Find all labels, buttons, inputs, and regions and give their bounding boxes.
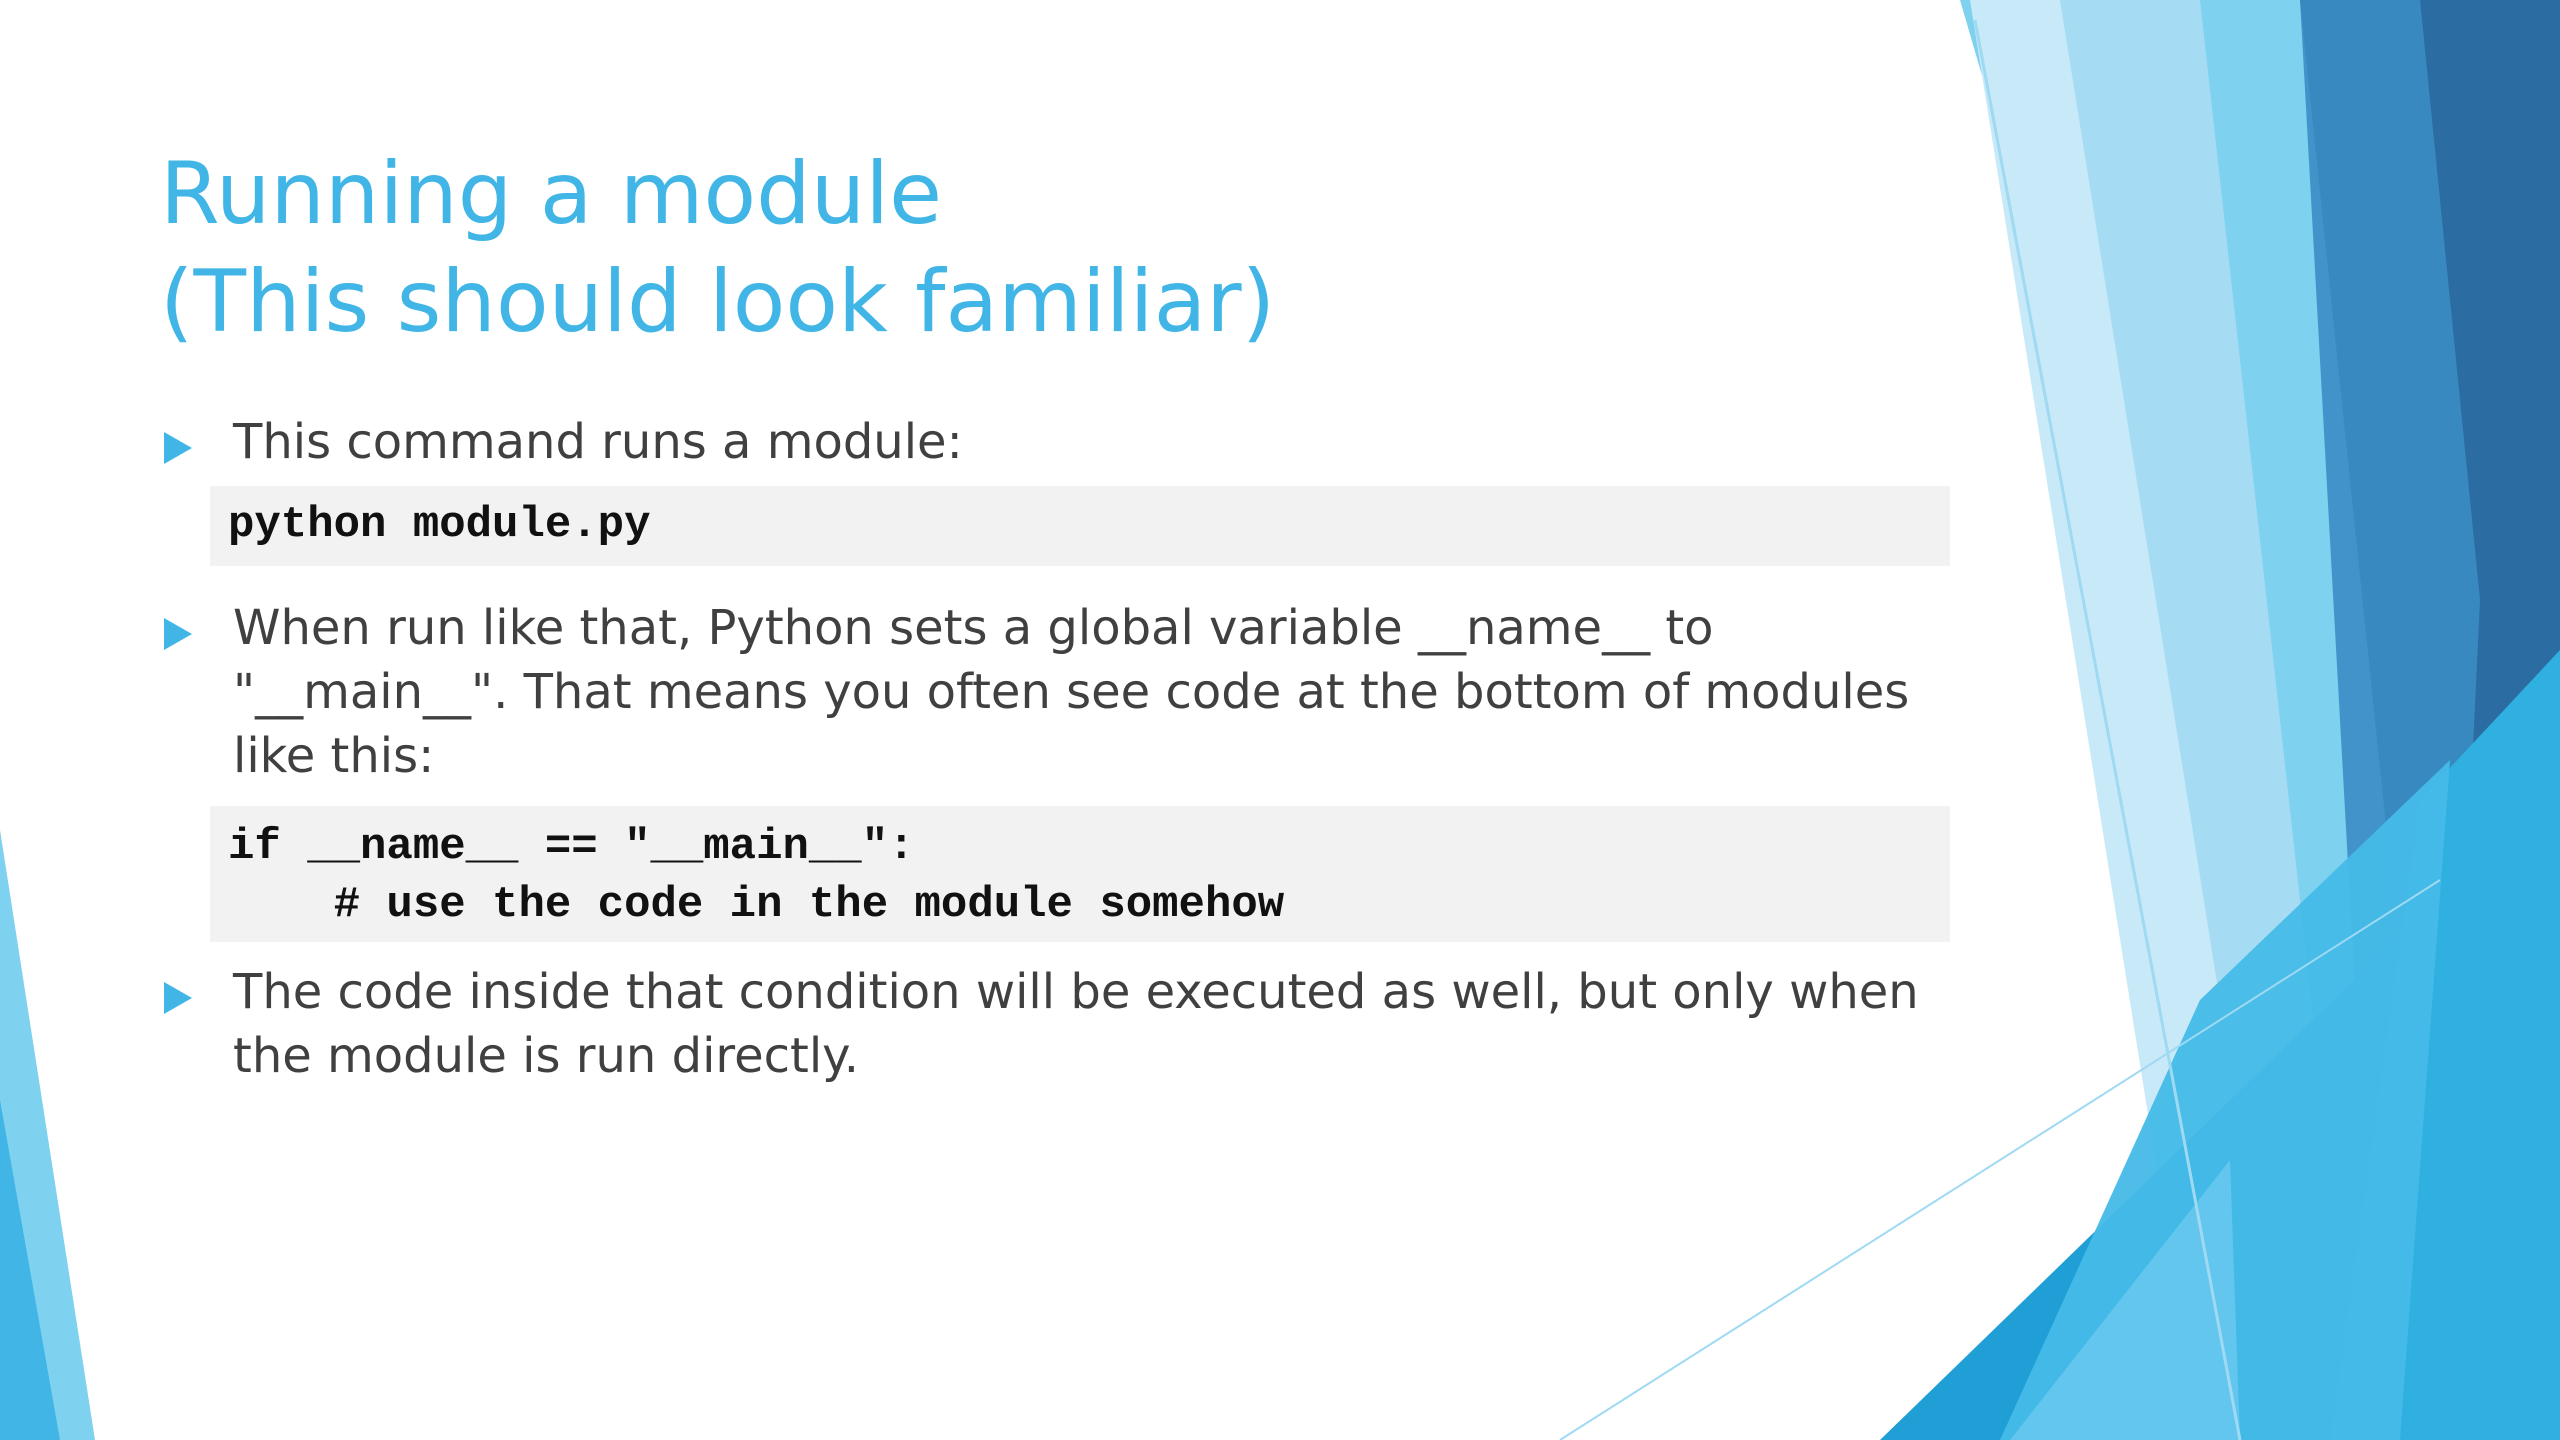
bullet-item — [160, 410, 1950, 474]
bullet-text: The code inside that condition will be executed as well, but only when the module is run directly. — [233, 964, 1919, 1084]
title-block — [160, 140, 1960, 356]
code-block: if __name__ == "__main__": # use the code in the module somehow — [210, 806, 1950, 942]
bullet-text: This command runs a module: — [233, 414, 963, 470]
slide-subtitle: (This should look familiar) — [160, 252, 1276, 352]
bullet-arrow-icon — [164, 982, 192, 1014]
bullet-arrow-icon — [164, 618, 192, 650]
slide-content — [160, 410, 1950, 1088]
bullet-text: When run like that, Python sets a global variable __name__ to "__main__". That means you often see code at the bottom of modules like this: — [233, 600, 1910, 784]
code-block: python module.py — [210, 486, 1950, 566]
bullet-arrow-icon — [164, 432, 192, 464]
slide-title: Running a module — [160, 144, 943, 244]
bullet-item — [160, 596, 1950, 788]
bullet-item — [160, 960, 1950, 1088]
